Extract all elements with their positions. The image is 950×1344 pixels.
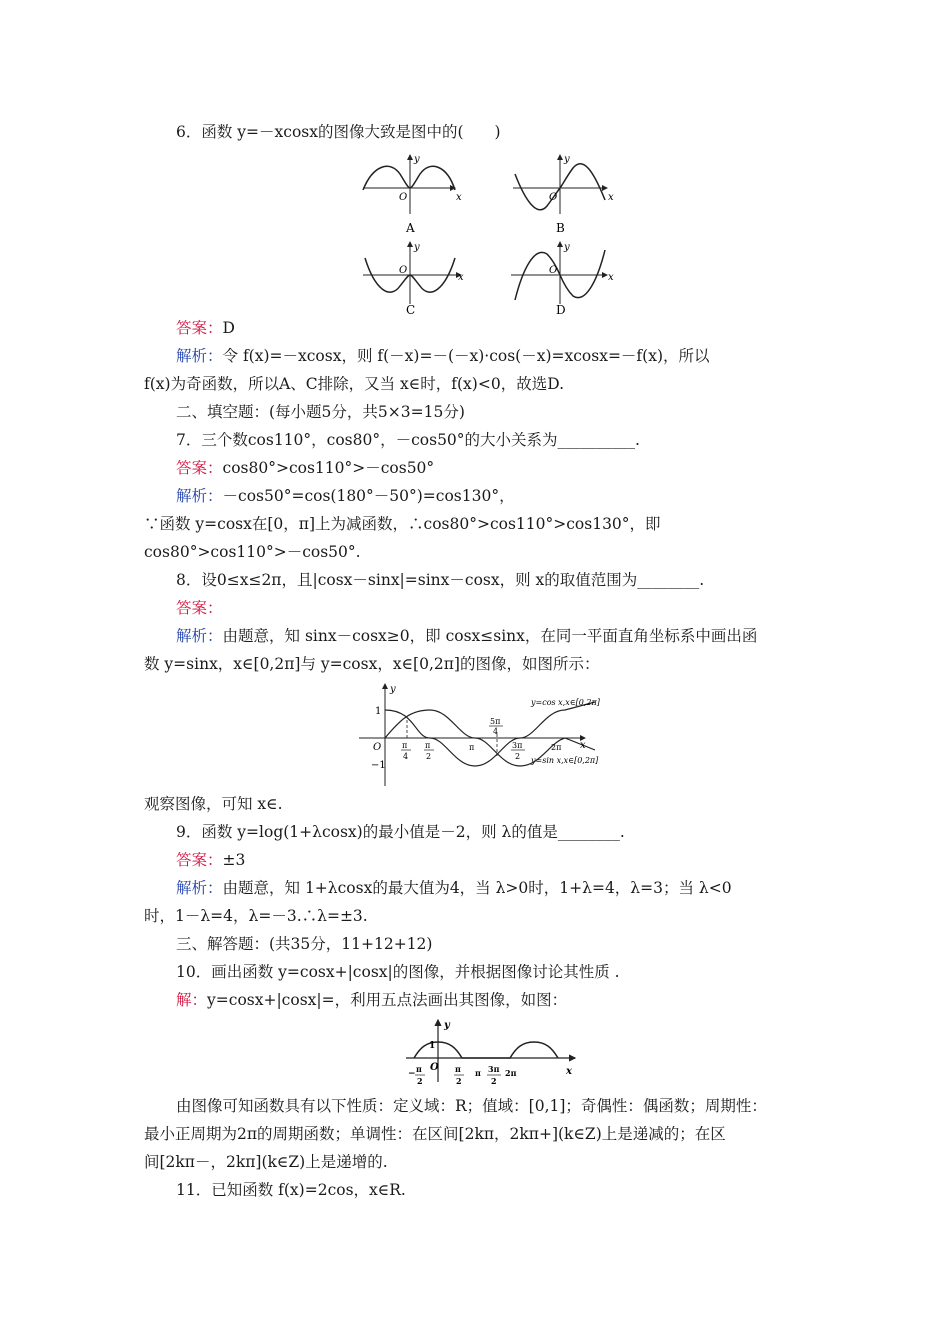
tick-pi2-den: 2 <box>456 1076 462 1086</box>
origin-label: O <box>430 1062 439 1073</box>
tick-npi2-den: 2 <box>417 1076 423 1086</box>
axis-x-label: x <box>458 272 464 283</box>
q10-solution <box>176 990 567 1010</box>
q6-graphs <box>355 150 625 320</box>
analysis-line: 令 f(x)=－xcosx，则 f(－x)=－(－x)·cos(－x)=xcosx=－f(x)，所以 <box>222 347 710 365</box>
question-8: 8．设0≤x≤2π，且|cosx－sinx|=sinx－cosx，则 x的取值范围为________. <box>176 571 705 589</box>
tick-pi: π <box>475 1068 481 1078</box>
solution-value: y=cosx+|cosx|=，利用五点法画出其图像，如图： <box>207 991 568 1009</box>
question-11: 11．已知函数 f(x)=2cos，x∈R. <box>176 1181 406 1199</box>
tick-2pi: 2π <box>551 743 562 752</box>
tick-3pi2-den: 2 <box>515 752 521 761</box>
q8-analysis <box>176 626 757 646</box>
solution-label: 解： <box>176 991 208 1009</box>
origin-label: O <box>373 742 382 753</box>
sin-curve-label: y=sin x,x∈[0,2π] <box>531 756 599 765</box>
axis-x-label: x <box>608 192 614 203</box>
question-7: 7．三个数cos110°，cos80°，－cos50°的大小关系为__________. <box>176 431 640 449</box>
origin-label: O <box>549 192 558 203</box>
graph-label-a: A <box>406 221 415 235</box>
graph-c <box>363 242 464 317</box>
cos-curve-label: y=cos x,x∈[0,2π] <box>531 698 600 707</box>
q10-graph <box>400 1016 585 1092</box>
analysis-label: 解析： <box>176 879 223 897</box>
tick-pi4-num: π <box>402 741 408 750</box>
tick-npi2-num: π <box>416 1064 422 1074</box>
y-curve <box>414 1042 558 1058</box>
q7-analysis-line2: ∵函数 y=cosx在[0，π]上为减函数，∴cos80°>cos110°>cos130°，即 <box>144 515 661 533</box>
tick-2pi: 2π <box>505 1068 517 1078</box>
tick-pi2-num: π <box>455 1064 461 1074</box>
tick-one: 1 <box>429 1041 436 1051</box>
q8-analysis-line2: 数 y=sinx，x∈[0,2π]与 y=cosx，x∈[0,2π]的图像，如图所示： <box>144 655 600 673</box>
answer-label: 答案： <box>176 459 223 477</box>
q9-analysis <box>176 878 732 898</box>
axis-y-label: y <box>564 242 570 253</box>
q8-sin-cos-graph <box>355 680 640 792</box>
q8-conclusion: 观察图像，可知 x∈. <box>144 795 283 813</box>
origin-label: O <box>549 265 558 276</box>
q10-properties-line2: 最小正周期为2π的周期函数；单调性：在区间[2kπ，2kπ+](k∈Z)上是递减的；在区 <box>144 1125 726 1143</box>
q10-properties-line3: 间[2kπ－，2kπ](k∈Z)上是递增的. <box>144 1153 388 1171</box>
analysis-label: 解析： <box>176 347 223 365</box>
section-fill-in: 二、填空题：(每小题5分，共5×3=15分) <box>176 403 465 421</box>
answer-value: D <box>222 319 235 337</box>
graph-label-c: C <box>406 303 416 317</box>
axis-y-label: y <box>444 1020 450 1031</box>
q6-answer <box>176 318 235 338</box>
answer-value: ±3 <box>222 851 246 869</box>
graph-label-d: D <box>556 303 566 317</box>
axis-y-label: y <box>414 154 420 165</box>
question-10: 10．画出函数 y=cosx+|cosx|的图像，并根据图像讨论其性质 . <box>176 963 620 981</box>
tick-3pi2-den: 2 <box>491 1076 497 1086</box>
q6-analysis <box>176 346 710 366</box>
origin-label: O <box>399 192 408 203</box>
q8-answer <box>176 598 223 618</box>
section-solve: 三、解答题：(共35分，11+12+12) <box>176 935 433 953</box>
axis-x-label: x <box>608 272 614 283</box>
axis-x-label: x <box>566 1066 572 1077</box>
question-9: 9．函数 y=log(1+λcosx)的最小值是－2，则 λ的值是________. <box>176 823 625 841</box>
answer-label: 答案： <box>176 319 223 337</box>
tick-5pi4-num: 5π <box>490 717 501 726</box>
graph-d <box>511 242 614 317</box>
analysis-line: 由题意，知 sinx－cosx≥0，即 cosx≤sinx，在同一平面直角坐标系中画出函 <box>222 627 758 645</box>
tick-pi2-num: π <box>425 741 431 750</box>
axis-y-label: y <box>564 154 570 165</box>
graph-a <box>363 154 462 235</box>
graph-b <box>513 154 614 235</box>
axis-x-label: x <box>456 192 462 203</box>
analysis-label: 解析： <box>176 487 223 505</box>
origin-label: O <box>399 265 408 276</box>
answer-label: 答案： <box>176 851 223 869</box>
tick-3pi2-num: 3π <box>512 741 523 750</box>
q9-analysis-line2: 时，1－λ=4，λ=－3.∴λ=±3. <box>144 907 368 925</box>
tick-neg-one: −1 <box>371 760 386 771</box>
analysis-label: 解析： <box>176 627 223 645</box>
question-6: 6．函数 y=－xcosx的图像大致是图中的( ) <box>176 123 501 141</box>
q9-answer <box>176 850 245 870</box>
q6-analysis-line2: f(x)为奇函数，所以A、C排除，又当 x∈时，f(x)<0，故选D. <box>144 375 564 393</box>
tick-pi2-den: 2 <box>426 752 432 761</box>
q7-answer <box>176 458 434 478</box>
analysis-line: －cos50°=cos(180°－50°)=cos130°， <box>222 487 515 505</box>
tick-5pi4-den: 4 <box>493 727 499 736</box>
axis-y-label: y <box>390 684 396 695</box>
tick-one: 1 <box>375 706 382 717</box>
graph-label-b: B <box>556 221 565 235</box>
tick-pi4-den: 4 <box>403 752 409 761</box>
answer-value: cos80°>cos110°>－cos50° <box>222 459 435 477</box>
tick-3pi2-num: 3π <box>488 1064 500 1074</box>
axis-y-label: y <box>414 242 420 253</box>
axis-x-label: x <box>580 740 586 751</box>
tick-neg-sign: − <box>408 1069 416 1079</box>
answer-label: 答案： <box>176 599 223 617</box>
analysis-line: 由题意，知 1+λcosx的最大值为4，当 λ>0时，1+λ=4，λ=3；当 λ<0 <box>222 879 732 897</box>
tick-pi: π <box>469 743 475 752</box>
q10-properties-line1: 由图像可知函数具有以下性质：定义域：R；值域：[0,1]；奇偶性：偶函数；周期性： <box>176 1097 767 1115</box>
q7-analysis-line3: cos80°>cos110°>－cos50°. <box>144 543 361 561</box>
q7-analysis <box>176 486 515 506</box>
